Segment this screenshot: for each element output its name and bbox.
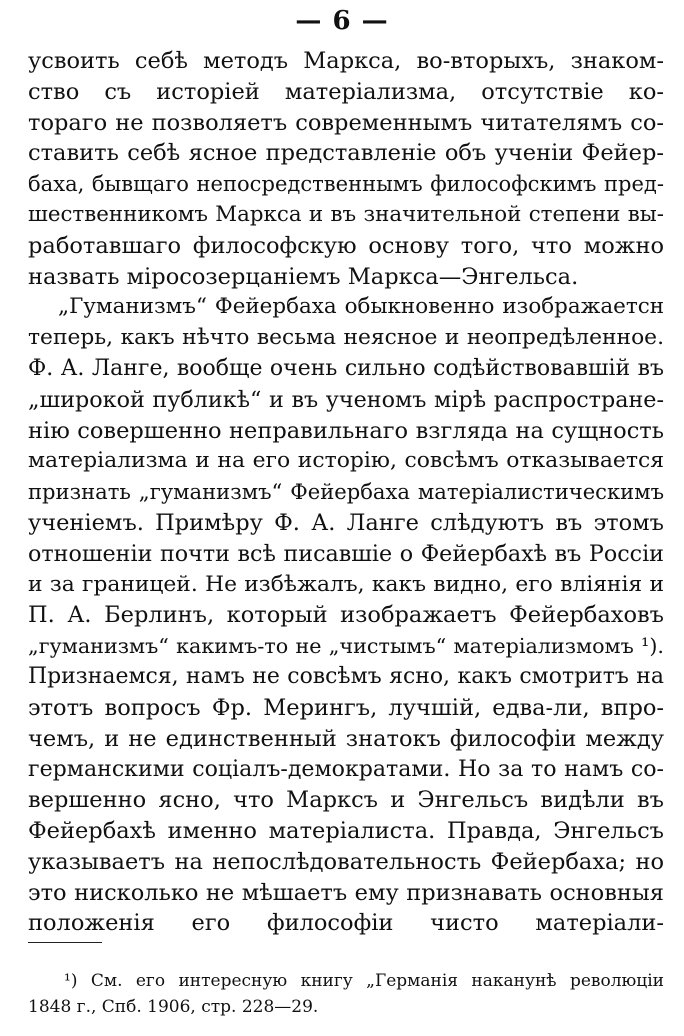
text-line: „гуманизмъ“ какимъ-то не „чистымъ“ матеріализмомъ ¹). (28, 634, 664, 659)
page-number: — 6 — (295, 6, 389, 36)
text-line: „широкой публикѣ“ и въ ученомъ мірѣ распростране- (28, 386, 664, 413)
paragraph-1 (28, 46, 664, 292)
footnote (28, 968, 664, 1020)
footnote-line: 1848 г., Спб. 1906, стр. 228—29. (28, 997, 319, 1017)
text-line: матеріализма и на его исторію, совсѣмъ отказывается (28, 448, 664, 474)
text-line: это нисколько не мѣшаетъ ему признавать основныя (28, 879, 664, 906)
main-text (28, 46, 664, 939)
text-line: тораго не позволяетъ современнымъ читателямъ со- (28, 109, 664, 136)
text-line: этотъ вопросъ Фр. Мерингъ, лучшій, едва-ли, впро- (28, 694, 664, 721)
footnote-divider (28, 942, 102, 943)
text-line: усвоить себѣ методъ Маркса, во-вторыхъ, знаком- (28, 48, 664, 74)
text-line: теперь, какъ нѣчто весьма неясное и неопредѣленное. (28, 325, 664, 351)
text-line: указываетъ на непослѣдовательность Фейербаха; но (28, 848, 664, 875)
text-line: Признаемся, намъ не совсѣмъ ясно, какъ смотритъ на (28, 663, 664, 689)
text-line: нію совершенно неправильнаго взгляда на сущность (28, 417, 664, 444)
text-line: Ф. А. Ланге, вообще очень сильно содѣйствовавшій въ (28, 355, 664, 381)
footnote-line: ¹) См. его интересную книгу „Германія наканунѣ революціи (64, 971, 664, 991)
text-line: ставить себѣ ясное представленіе объ ученіи Фейер- (28, 140, 664, 167)
text-line: и за границей. Не избѣжалъ, какъ видно, его вліянія и (28, 571, 664, 597)
text-line: шественникомъ Маркса и въ значительной степени вы- (28, 201, 664, 227)
text-line: „Гуманизмъ“ Фейербаха обыкновенно изображаетсн (58, 294, 664, 320)
text-line: ученіемъ. Примѣру Ф. А. Ланге слѣдуютъ въ этомъ (28, 509, 664, 536)
text-line: отношеніи почти всѣ писавшіе о Фейербахѣ въ Россіи (28, 540, 664, 567)
text-line: работавшаго философскую основу того, что можно (28, 232, 664, 259)
text-line: ство съ исторіей матеріализма, отсутствіе ко- (28, 78, 664, 105)
paragraph-2 (28, 292, 664, 939)
text-line: признать „гуманизмъ“ Фейербаха матеріалистическимъ (28, 479, 664, 505)
text-line: баха, бывщаго непосредственнымъ философскимъ пред- (28, 171, 664, 197)
text-line: назвать міросозерцаніемъ Маркса—Энгельса. (28, 263, 579, 290)
text-line: германскими соціалъ-демократами. Но за то намъ со- (28, 756, 664, 783)
text-line: положенія его философіи чисто матеріали- (28, 910, 664, 937)
text-line: П. А. Берлинъ, который изображаетъ Фейербаховъ (28, 602, 664, 629)
text-line: чемъ, и не единственный знатокъ философіи между (28, 725, 664, 752)
text-line: Фейербахѣ именно матеріалиста. Правда, Энгельсъ (28, 817, 664, 844)
text-line: вершенно ясно, что Марксъ и Энгельсъ видѣли въ (28, 787, 664, 814)
